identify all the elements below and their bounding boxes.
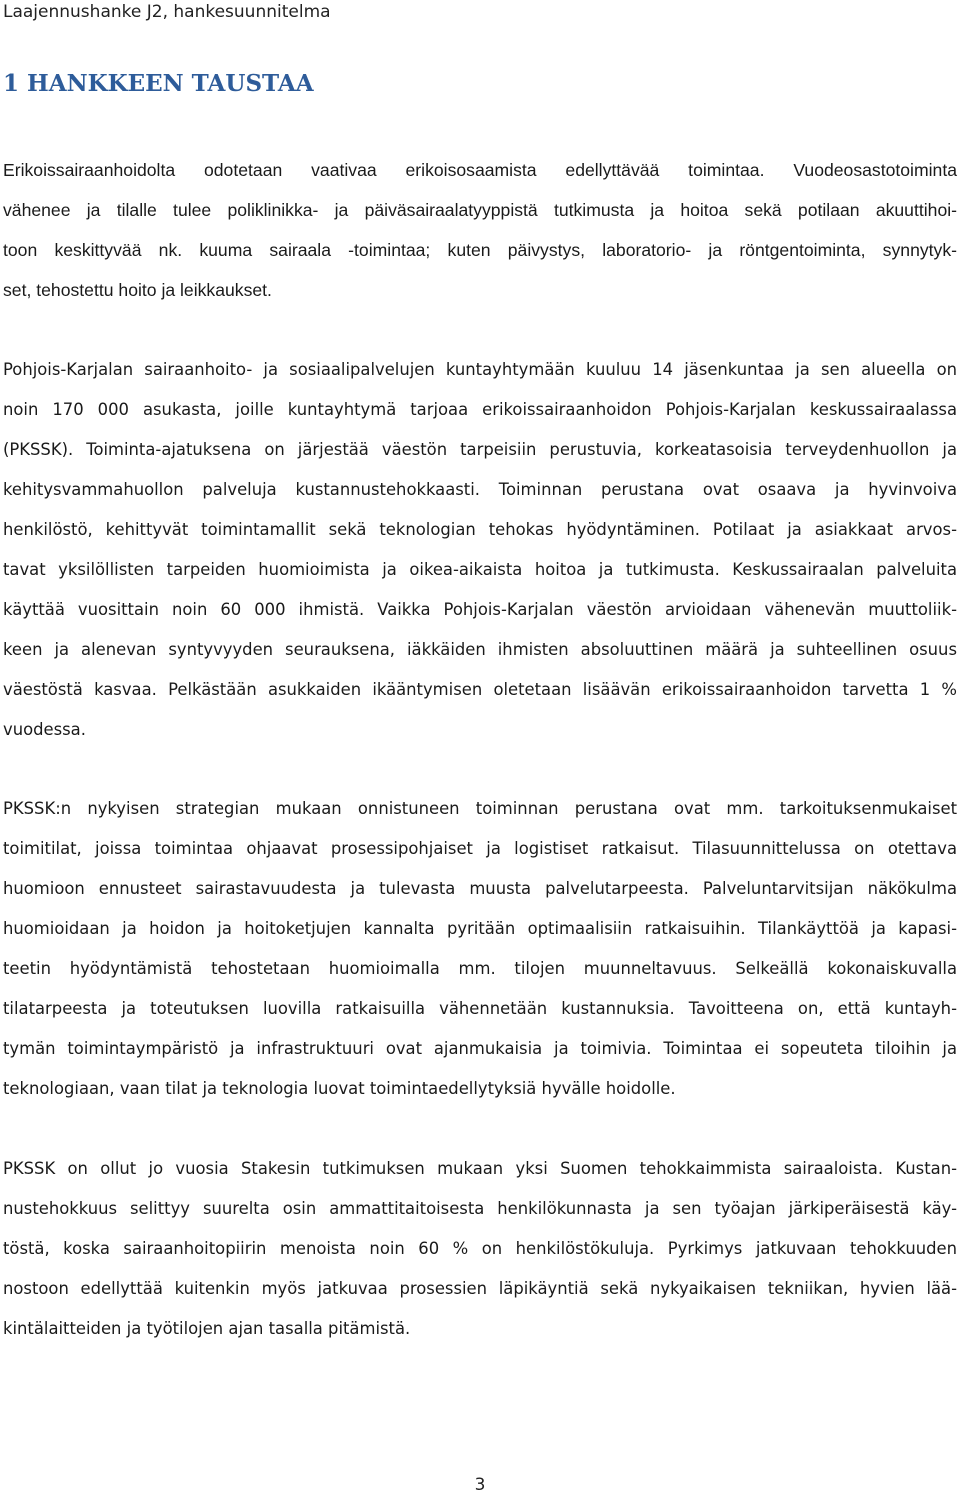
paragraph-line: set, tehostettu hoito ja leikkaukset. <box>3 280 272 300</box>
paragraph-line: kintälaitteiden ja työtilojen ajan tasalla pitämistä. <box>3 1319 411 1338</box>
paragraph-4 <box>3 1149 957 1349</box>
paragraph-line: toon keskittyvää nk. kuuma sairaala -toimintaa; kuten päivystys, laboratorio- ja röntgentoiminta, synnytyk- <box>3 240 957 260</box>
paragraph-3 <box>3 789 957 1109</box>
paragraph-2 <box>3 350 957 750</box>
paragraph-line: vuodessa. <box>3 720 86 739</box>
paragraph-line: teetin hyödyntämistä tehostetaan huomioimalla mm. tilojen muunneltavuus. Selkeällä kokonaiskuvalla <box>3 959 957 978</box>
paragraph-line: nostoon edellyttää kuitenkin myös jatkuvaa prosessien läpikäyntiä sekä nykyaikaisen tekniikan, hyvien lää- <box>3 1279 957 1298</box>
paragraph-line: nustehokkuus selittyy suurelta osin ammattitaitoisesta henkilökunnasta ja sen työajan järkiperäisestä käy- <box>3 1199 957 1218</box>
paragraph-line: Erikoissairaanhoidolta odotetaan vaativaa erikoisosaamista edellyttävää toimintaa. Vuodeosastotoiminta <box>3 160 957 180</box>
paragraph-line: tymän toimintaympäristö ja infrastruktuuri ovat ajanmukaisia ja toimivia. Toimintaa ei sopeuteta tiloihin ja <box>3 1039 957 1058</box>
paragraph-line: (PKSSK). Toiminta-ajatuksena on järjestää väestön tarpeisiin perustuvia, korkeatasoisia terveydenhuollon ja <box>3 440 957 459</box>
paragraph-line: tavat yksilöllisten tarpeiden huomioimista ja oikea-aikaista hoitoa ja tutkimusta. Keskussairaalan palveluita <box>3 560 957 579</box>
paragraph-line: kehitysvammahuollon palveluja kustannustehokkaasti. Toiminnan perustana ovat osaava ja hyvinvoiva <box>3 480 957 499</box>
paragraph-line: töstä, koska sairaanhoitopiirin menoista noin 60 % on henkilöstökuluja. Pyrkimys jatkuvaan tehokkuuden <box>3 1239 957 1258</box>
paragraph-line: Pohjois-Karjalan sairaanhoito- ja sosiaalipalvelujen kuntayhtymään kuuluu 14 jäsenkuntaa ja sen alueella on <box>3 360 957 379</box>
running-header: Laajennushanke J2, hankesuunnitelma <box>3 2 331 22</box>
paragraph-line: henkilöstö, kehittyvät toimintamallit sekä teknologian tehokas hyödyntäminen. Potilaat ja asiakkaat arvos- <box>3 520 957 539</box>
paragraph-line: vähenee ja tilalle tulee poliklinikka- ja päiväsairaalatyyppistä tutkimusta ja hoitoa sekä potilaan akuuttihoi- <box>3 200 957 220</box>
paragraph-1 <box>3 150 957 310</box>
paragraph-line: toimitilat, joissa toimintaa ohjaavat prosessipohjaiset ja logistiset ratkaisut. Tilasuunnittelussa on otettava <box>3 839 957 858</box>
paragraph-line: keen ja alenevan syntyvyyden seurauksena, iäkkäiden ihmisten absoluuttinen määrä ja suhteellinen osuus <box>3 640 957 659</box>
page-number: 3 <box>474 1475 486 1495</box>
paragraph-line: väestöstä kasvaa. Pelkästään asukkaiden ikääntymisen oletetaan lisäävän erikoissairaanhoidon tarvetta 1 % <box>3 680 957 699</box>
section-heading: 1 HANKKEEN TAUSTAA <box>3 70 314 97</box>
paragraph-line: PKSSK:n nykyisen strategian mukaan onnistuneen toiminnan perustana ovat mm. tarkoituksenmukaiset <box>3 799 957 818</box>
paragraph-line: noin 170 000 asukasta, joille kuntayhtymä tarjoaa erikoissairaanhoidon Pohjois-Karjalan keskussairaalassa <box>3 400 957 419</box>
paragraph-line: käyttää vuosittain noin 60 000 ihmistä. Vaikka Pohjois-Karjalan väestön arvioidaan vähenevän muuttoliik- <box>3 600 957 619</box>
paragraph-line: teknologiaan, vaan tilat ja teknologia luovat toimintaedellytyksiä hyvälle hoidolle. <box>3 1079 676 1098</box>
paragraph-line: huomioidaan ja hoidon ja hoitoketjujen kannalta pyritään optimaalisiin ratkaisuihin. Tilankäyttöä ja kapasi- <box>3 919 957 938</box>
paragraph-line: tilatarpeesta ja toteutuksen luovilla ratkaisuilla vähennetään kustannuksia. Tavoitteena on, että kuntayh- <box>3 999 957 1018</box>
paragraph-line: huomioon ennusteet sairastavuudesta ja tulevasta muusta palvelutarpeesta. Palveluntarvitsijan näkökulma <box>3 879 957 898</box>
paragraph-line: PKSSK on ollut jo vuosia Stakesin tutkimuksen mukaan yksi Suomen tehokkaimmista sairaaloista. Kustan- <box>3 1159 957 1178</box>
